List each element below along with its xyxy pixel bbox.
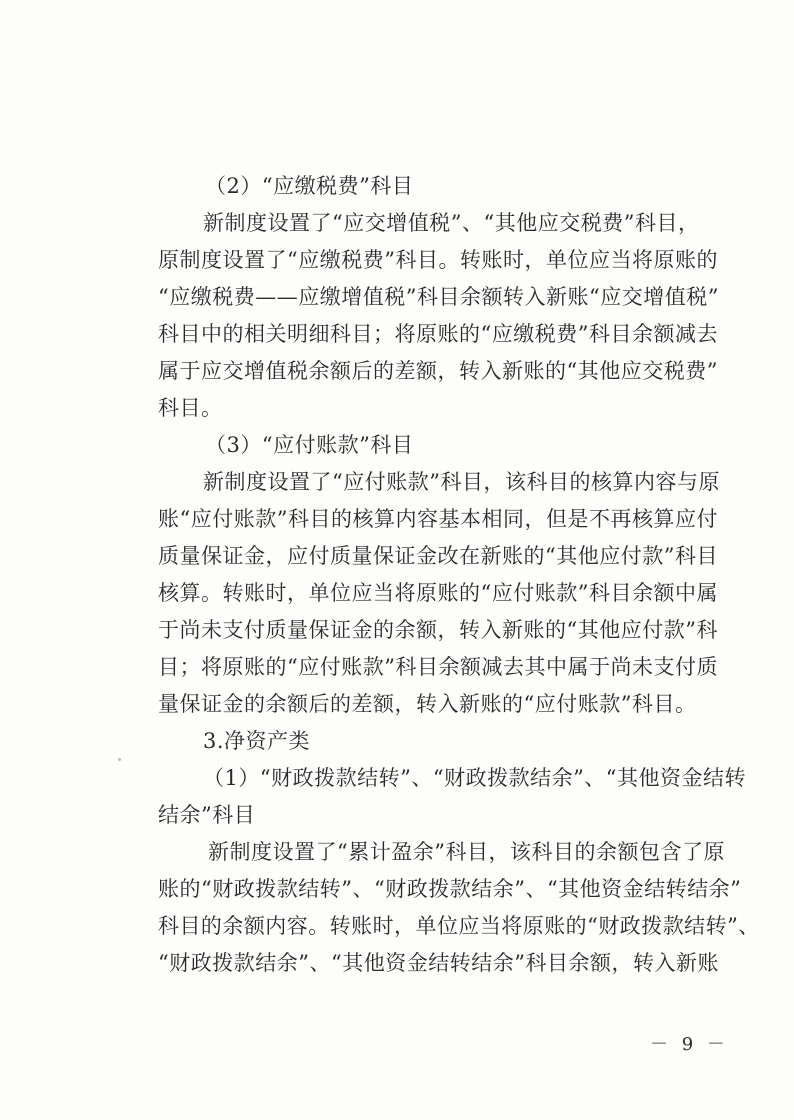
page-number: － 9 － <box>650 1034 729 1055</box>
section-heading-taxes-payable: （2）“应缴税费”科目 <box>205 174 414 198</box>
paragraph-line: “财政拨款结余”、“其他资金结转结余”科目余额，转入新账 <box>158 951 719 975</box>
paragraph-line: “应缴税费——应缴增值税”科目余额转入新账“应交增值税” <box>158 285 719 309</box>
paragraph-line: 科目的余额内容。转账时，单位应当将原账的“财政拨款结转”、 <box>158 914 760 938</box>
paragraph-line: 新制度设置了“累计盈余”科目，该科目的余额包含了原 <box>208 840 725 864</box>
paragraph-line: 核算。转账时，单位应当将原账的“应付账款”科目余额中属 <box>158 581 718 605</box>
paragraph-line: 科目中的相关明细科目；将原账的“应缴税费”科目余额减去 <box>158 322 718 346</box>
paragraph-line: 科目。 <box>158 396 223 420</box>
section-heading-accounts-payable: （3）“应付账款”科目 <box>205 433 414 457</box>
paragraph-line: 量保证金的余额后的差额，转入新账的“应付账款”科目。 <box>158 692 697 716</box>
paragraph-line: 目；将原账的“应付账款”科目余额减去其中属于尚未支付质 <box>158 655 718 679</box>
paragraph-line: 结余”科目 <box>158 803 256 827</box>
paragraph-line: 账的“财政拨款结转”、“财政拨款结余”、“其他资金结转结余” <box>158 877 742 901</box>
section-heading-net-assets: 3.净资产类 <box>203 729 311 753</box>
paragraph-line: 于尚未支付质量保证金的余额，转入新账的“其他应付款”科 <box>158 618 718 642</box>
scan-speck <box>118 758 121 761</box>
paragraph-line: 属于应交增值税余额后的差额，转入新账的“其他应交税费” <box>158 359 718 383</box>
paragraph-line: 原制度设置了“应缴税费”科目。转账时，单位应当将原账的 <box>158 248 718 272</box>
paragraph-line: 质量保证金，应付质量保证金改在新账的“其他应付款”科目 <box>158 544 718 568</box>
paragraph-line: 账“应付账款”科目的核算内容基本相同，但是不再核算应付 <box>158 507 718 531</box>
paragraph-line: 新制度设置了“应付账款”科目，该科目的核算内容与原 <box>203 470 720 494</box>
subsection-heading: （1）“财政拨款结转”、“财政拨款结余”、“其他资金结转 <box>203 766 747 790</box>
paragraph-line: 新制度设置了“应交增值税”、“其他应交税费”科目， <box>203 211 700 235</box>
